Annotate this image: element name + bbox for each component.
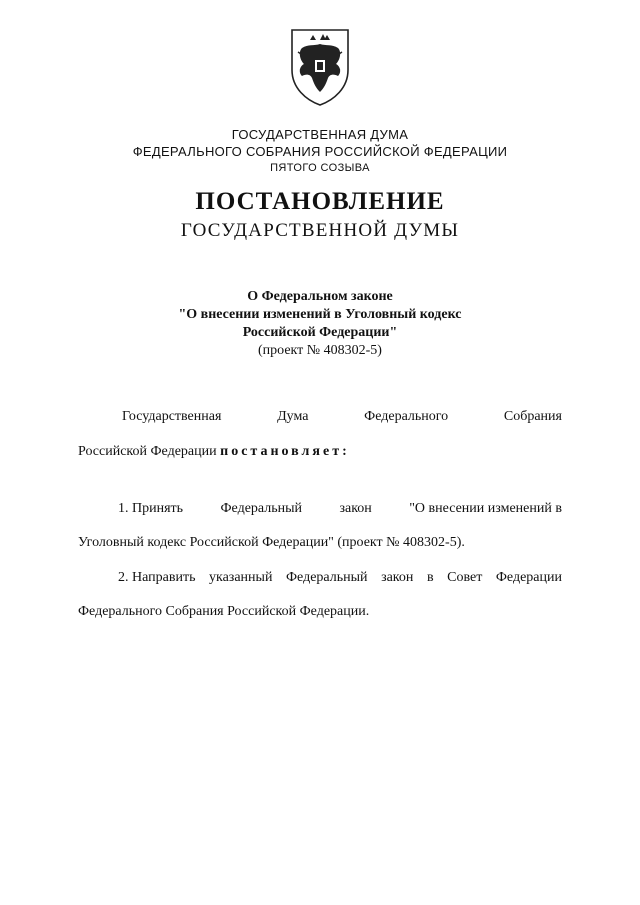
subject-line-2: "О внесении изменений в Уголовный кодекс [178,307,462,322]
paragraph-3-line-2: Федерального Собрания Российской Федерации. [78,604,370,619]
header-federal-assembly: ФЕДЕРАЛЬНОГО СОБРАНИЯ РОССИЙСКОЙ ФЕДЕРАЦИИ [132,144,508,159]
word: Федеральный [285,570,368,585]
paragraph-2-line-1 [118,500,562,518]
word: закон [381,570,414,585]
decree-verb: постановляет: [220,444,350,459]
word: указанный [209,570,273,585]
word: Государственная [122,409,222,424]
text: Российской Федерации [78,444,217,459]
project-number: (проект № 408302-5) [258,343,382,358]
word: Федерального [364,409,449,424]
word: Федеральный [220,501,303,516]
paragraph-1-line-2 [78,443,562,461]
word: 2. Направить [118,570,196,585]
subject-line-3: Российской Федерации" [242,325,398,340]
paragraph-1-line-1 [122,408,562,426]
subject-line-1: О Федеральном законе [247,289,393,304]
paragraph-2-line-2: Уголовный кодекс Российской Федерации" (проект № 408302-5). [78,535,465,550]
word: закон [339,501,372,516]
document-title: ПОСТАНОВЛЕНИЕ [195,188,445,215]
header-convocation: ПЯТОГО СОЗЫВА [270,162,370,174]
word: Дума [277,409,309,424]
word: в [426,570,434,585]
word: "О внесении изменений в [409,501,562,516]
word: Собрания [503,409,562,424]
word: 1. Принять [118,501,184,516]
word: Совет [447,570,483,585]
word: Федерации [495,570,562,585]
paragraph-3-line-1 [118,569,562,587]
coat-of-arms-icon [286,26,354,108]
header-duma: ГОСУДАРСТВЕННАЯ ДУМА [231,127,409,142]
document-subtitle: ГОСУДАРСТВЕННОЙ ДУМЫ [180,220,460,241]
